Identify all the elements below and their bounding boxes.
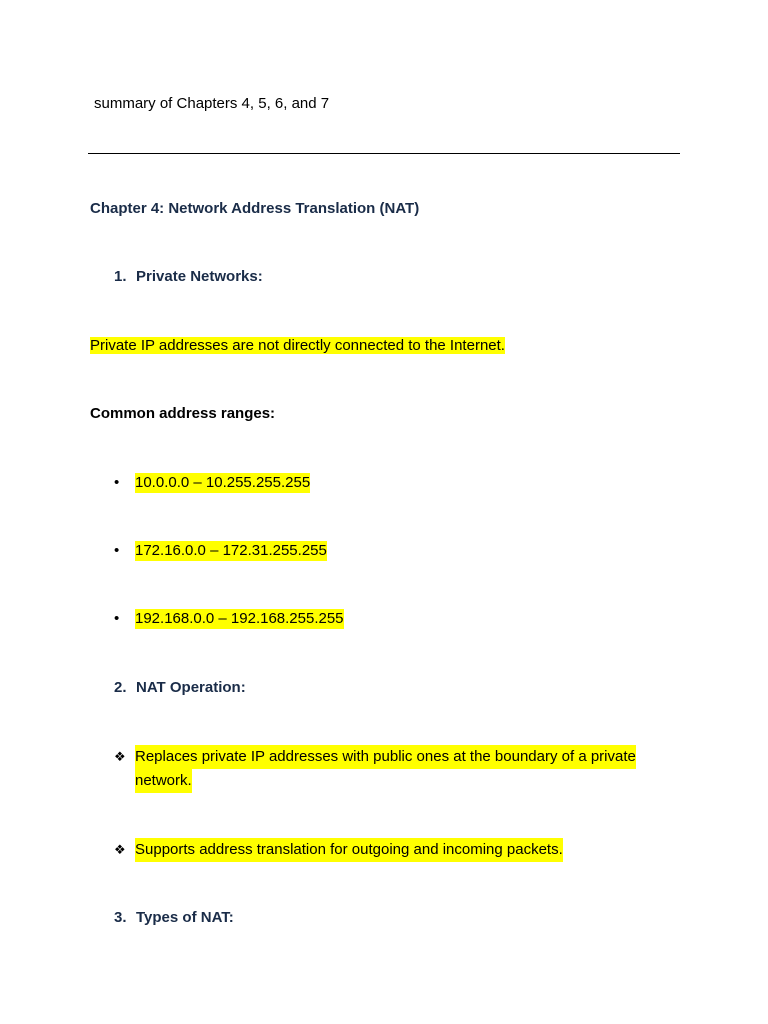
- bullet-icon: •: [114, 542, 120, 559]
- range-text: 192.168.0.0 – 192.168.255.255: [135, 610, 344, 627]
- range-text: 10.0.0.0 – 10.255.255.255: [135, 474, 311, 491]
- nat-point-text: Supports address translation for outgoing and incoming packets.: [135, 838, 563, 862]
- common-ranges-subheading: Common address ranges:: [90, 405, 276, 422]
- section-2-number: 2.: [114, 679, 127, 696]
- section-1-number: 1.: [114, 268, 127, 285]
- nat-point-text-continued: network.: [135, 769, 192, 793]
- bullet-icon: •: [114, 610, 120, 627]
- private-ip-paragraph: [90, 336, 505, 356]
- diamond-bullet-icon: ❖: [114, 749, 126, 764]
- nat-point-text: Replaces private IP addresses with public ones at the boundary of a private: [135, 745, 636, 769]
- horizontal-divider: [88, 153, 680, 154]
- section-1-title: Private Networks:: [136, 268, 263, 285]
- diamond-bullet-icon: ❖: [114, 842, 126, 857]
- private-ip-text: Private IP addresses are not directly connected to the Internet.: [90, 337, 505, 354]
- range-text: 172.16.0.0 – 172.31.255.255: [135, 542, 327, 559]
- section-3-title: Types of NAT:: [136, 909, 234, 926]
- section-2-title: NAT Operation:: [136, 679, 246, 696]
- section-3-number: 3.: [114, 909, 127, 926]
- bullet-icon: •: [114, 474, 120, 491]
- summary-line: summary of Chapters 4, 5, 6, and 7: [94, 95, 330, 112]
- chapter-4-heading: Chapter 4: Network Address Translation (NAT): [90, 200, 420, 217]
